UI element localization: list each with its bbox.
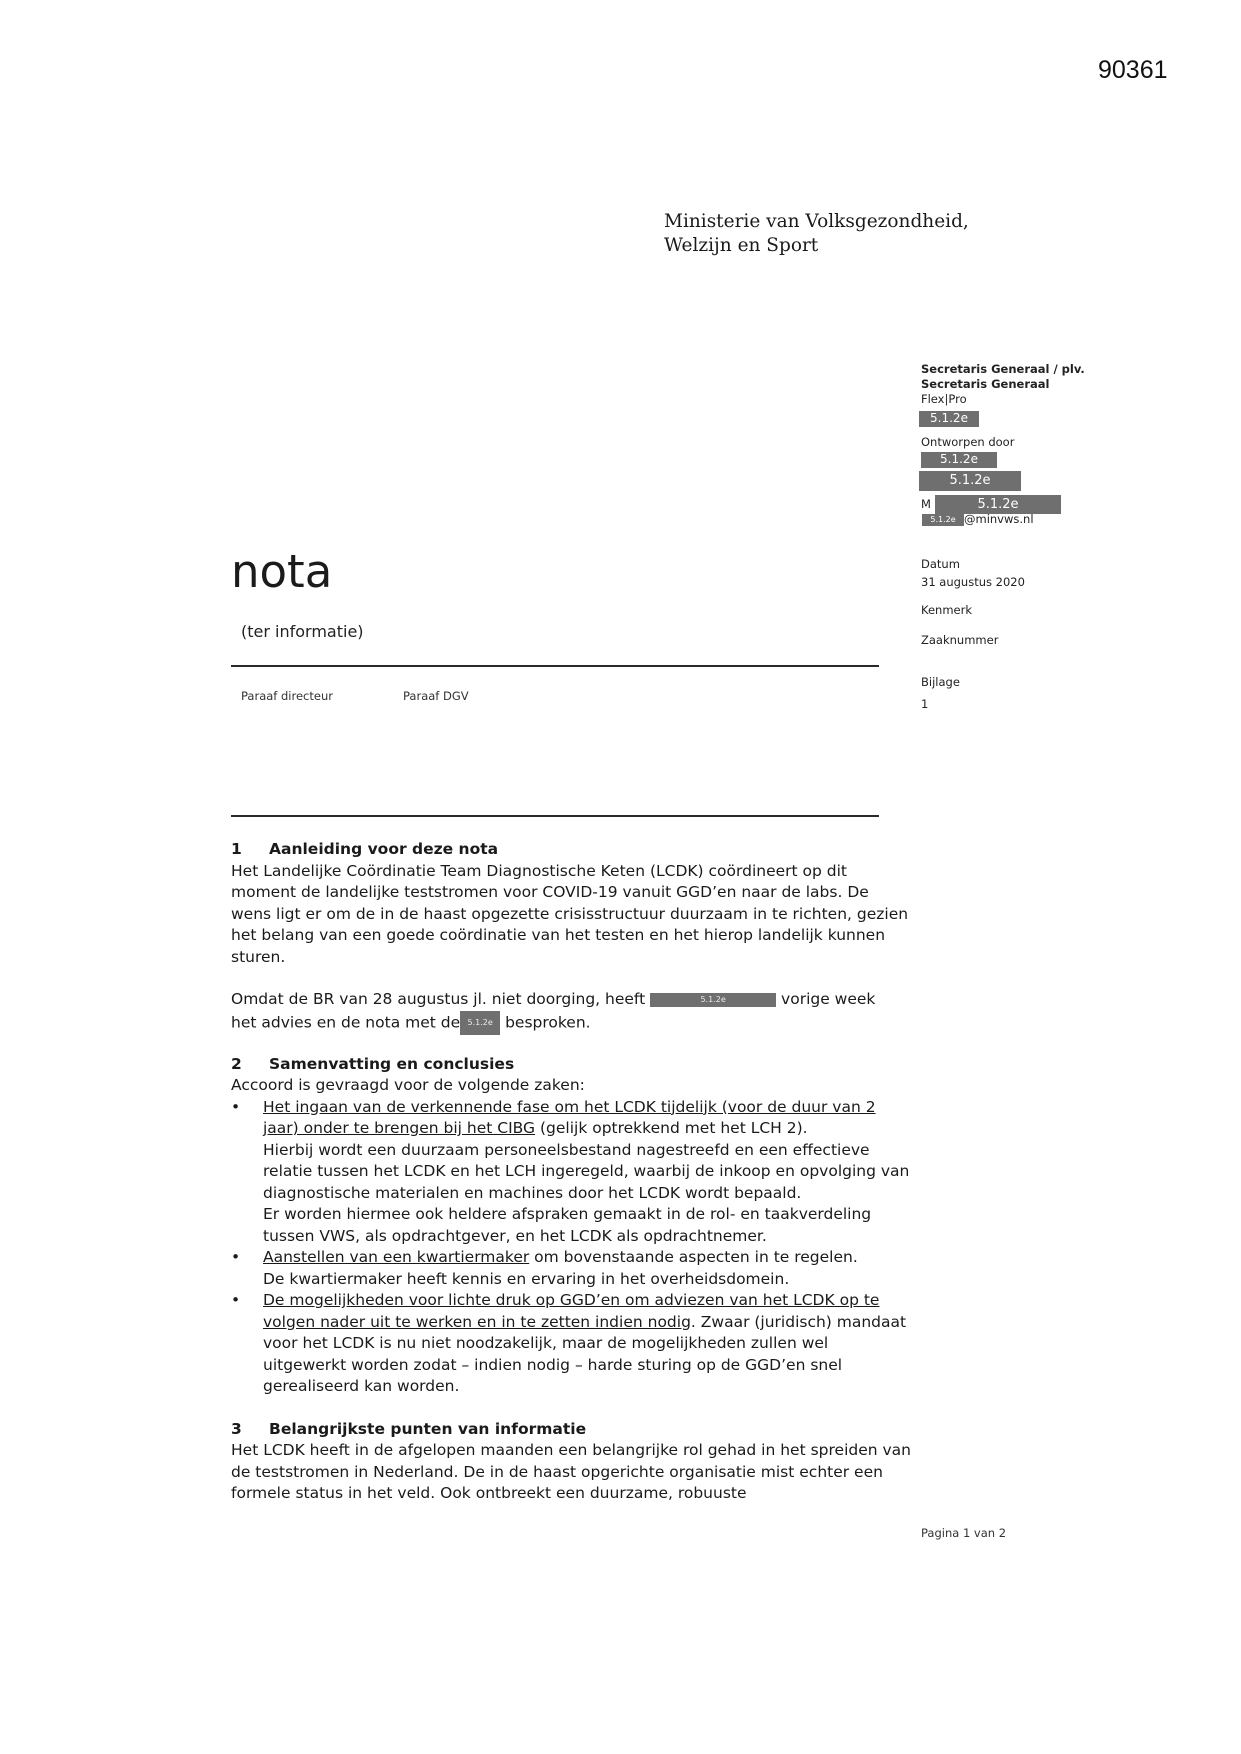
redaction-box: 5.1.2e [460,1011,500,1035]
document-body [231,839,911,1505]
ministry-logo-text [664,210,969,258]
underlined-text: Aanstellen van een kwartiermaker [263,1248,530,1266]
section-heading [231,839,911,861]
text-fragment: vorige week [781,990,876,1008]
ministry-line-2: Welzijn en Sport [664,235,819,256]
section-title: Samenvatting en conclusies [269,1054,515,1073]
attachment-value: 1 [921,697,929,711]
section-heading [231,1419,911,1441]
paragraph [231,989,911,1035]
text-fragment: Hierbij wordt een duurzaam personeelsbestand nagestreefd en een effectieve relatie tussen het LCDK en het LCH ingeregeld, waarbij de inkoop en opvolging van diagnostische materialen en machines door het LCDK wordt bepaald. [263,1140,910,1202]
redaction-box: 5.1.2e [921,452,997,468]
underlined-text: De mogelijkheden voor lichte druk op GGD’en om adviezen van het LCDK op te volgen nader uit te werken en in te zetten indien nodig [263,1291,880,1331]
redaction-box: 5.1.2e [922,514,964,526]
text-fragment: (gelijk optrekkend met het LCH 2). [535,1119,808,1137]
paragraph: Het Landelijke Coördinatie Team Diagnostische Keten (LCDK) coördineert op dit moment de landelijke teststromen voor COVID-19 vanuit GGD’en naar de labs. De wens ligt er om de in de haast opgezette crisisstructuur duurzaam in te richten, gezien het belang van een goede coördinatie van het testen en het hierop landelijk kunnen sturen. [231,861,909,966]
divider-top [231,665,879,667]
ministry-line-1: Ministerie van Volksgezondheid, [664,211,969,232]
reference-label: Kenmerk [921,603,972,617]
section-heading [231,1054,911,1076]
list-item [231,1247,911,1290]
conclusion-list [231,1097,911,1398]
section-title: Aanleiding voor deze nota [269,840,499,858]
paragraph: Het LCDK heeft in de afgelopen maanden een belangrijke rol gehad in het spreiden van de teststromen in Nederland. De in de haast opgerichte organisatie mist echter een formele status in het veld. Ook ontbreekt een duurzame, robuuste [231,1441,911,1502]
designed-by-label: Ontworpen door [921,435,1015,449]
text-fragment: het advies en de nota met de [231,1013,461,1031]
section-number: 1 [231,840,242,858]
date-value: 31 augustus 2020 [921,575,1025,589]
redaction-box: 5.1.2e [650,993,776,1007]
text-fragment: . Zwaar (juridisch) mandaat voor het LCDK is nu niet noodzakelijk, maar de mogelijkheden zullen wel uitgewerkt worden zodat – indien nodig – harde sturing op de GGD’en snel gerealiseerd kan worden. [263,1312,907,1395]
page-subtitle: (ter informatie) [241,622,364,641]
list-item [231,1290,911,1398]
page-title: nota [231,545,333,598]
sender-title-1: Secretaris Generaal / plv. [921,362,1085,376]
sender-title-2: Secretaris Generaal [921,377,1050,391]
document-number: 90361 [1098,56,1168,84]
section-title: Belangrijkste punten van informatie [269,1419,587,1438]
email-suffix: @minvws.nl [964,512,1034,526]
redaction-box: 5.1.2e [919,411,979,427]
text-fragment: Er worden hiermee ook heldere afspraken gemaakt in de rol- en taakverdeling tussen VWS, als opdrachtgever, en het LCDK als opdrachtnemer. [263,1205,872,1245]
attachment-label: Bijlage [921,675,960,689]
divider-bottom [231,815,879,817]
underlined-text: Het ingaan van de verkennende fase om het LCDK tijdelijk (voor de duur van 2 jaar) onder te brengen bij het CIBG [263,1097,876,1137]
paragraph: Accoord is gevraagd voor de volgende zaken: [231,1076,585,1094]
sender-unit: Flex|Pro [921,392,967,406]
paraaf-dgv: Paraaf DGV [403,689,469,703]
page-number: Pagina 1 van 2 [921,1526,1007,1540]
sender-block [921,362,1131,407]
list-item [231,1097,911,1248]
text-fragment: om bovenstaande aspecten in te regelen. [529,1248,858,1266]
section-number: 2 [231,1054,242,1073]
text-fragment: besproken. [505,1013,591,1031]
date-label: Datum [921,557,960,571]
mobile-prefix: M [921,497,931,511]
redaction-box: 5.1.2e [935,495,1061,514]
section-number: 3 [231,1419,242,1438]
text-fragment: Omdat de BR van 28 augustus jl. niet doorging, heeft [231,990,646,1008]
paraaf-director: Paraaf directeur [241,689,333,703]
case-number-label: Zaaknummer [921,633,999,647]
text-fragment: De kwartiermaker heeft kennis en ervaring in het overheidsdomein. [263,1269,790,1288]
redaction-box: 5.1.2e [919,471,1021,491]
